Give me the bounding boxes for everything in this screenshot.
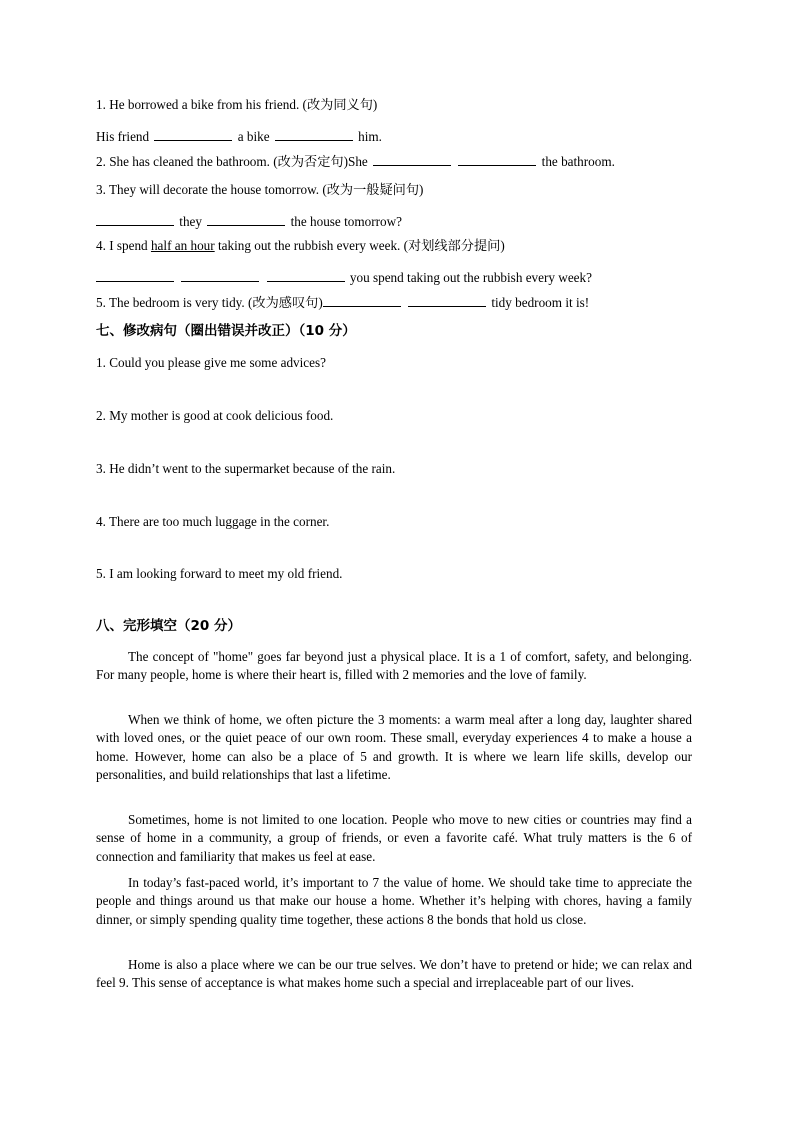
answer-blank[interactable] (96, 212, 174, 226)
q4-text-b: taking out the rubbish every week. (217, 238, 401, 253)
q2-instruction: (改为否定句) (273, 154, 348, 169)
rewrite-q5 (96, 293, 589, 312)
cloze-paragraph: Home is also a place where we can be our true selves. We don’t have to pretend or hide; we can relax and feel 9. This sense of acceptance is what makes home such a special and irreplaceable part of our lives. (96, 957, 692, 991)
answer-blank[interactable] (275, 127, 353, 141)
rewrite-q3 (96, 181, 423, 199)
rewrite-q1-answer (96, 127, 382, 146)
answer-blank[interactable] (373, 152, 451, 166)
q2-tail: the bathroom. (541, 154, 615, 169)
cloze-paragraph: In today’s fast-paced world, it’s important to 7 the value of home. We should take time to appreciate the people and things around us that make our house a home. Whether it’s helping with chores, having a family dinner, or simply spending quality time together, these actions 8 the bonds that hold us close. (96, 875, 692, 927)
q5-text: 5. The bedroom is very tidy. (96, 295, 245, 310)
q4-text-a: 4. I spend (96, 238, 148, 253)
q2-lead: She (347, 154, 368, 169)
cloze-paragraph: When we think of home, we often picture the 3 moments: a warm meal after a long day, laughter shared with loved ones, or the quiet peace of our own room. These small, everyday experiences 4 to make a house a home. However, home can also be a place of 5 and growth. It is where we learn life skills, develop our personalities, and build relationships that last a lifetime. (96, 712, 692, 783)
answer-blank[interactable] (267, 268, 345, 282)
error-correction-item: 4. There are too much luggage in the corner. (96, 514, 330, 529)
q4-answer-tail: you spend taking out the rubbish every week? (349, 270, 592, 285)
answer-blank[interactable] (154, 127, 232, 141)
q5-tail: tidy bedroom it is! (491, 295, 590, 310)
error-correction-item: 5. I am looking forward to meet my old friend. (96, 566, 343, 581)
section-7-heading: 七、修改病句（圈出错误并改正）（10 分） (96, 323, 356, 339)
q2-text: 2. She has cleaned the bathroom. (96, 154, 270, 169)
error-correction-item: 1. Could you please give me some advices? (96, 355, 326, 370)
q1-answer-part-b: a bike (237, 129, 270, 144)
q4-underlined-phrase: half an hour (150, 238, 215, 253)
q1-text: 1. He borrowed a bike from his friend. (96, 97, 300, 112)
cloze-paragraph: Sometimes, home is not limited to one location. People who move to new cities or countries may find a sense of home in a community, a group of friends, or even a favorite café. What truly matters is the 6 of connection and familiarity that makes us feel at ease. (96, 812, 692, 864)
rewrite-q4 (96, 237, 505, 255)
answer-blank[interactable] (96, 268, 174, 282)
q3-instruction: (改为一般疑问句) (322, 182, 424, 197)
rewrite-q4-answer (96, 268, 592, 287)
q3-answer-part-a: they (179, 214, 203, 229)
answer-blank[interactable] (323, 293, 401, 307)
error-correction-item: 3. He didn’t went to the supermarket because of the rain. (96, 461, 396, 476)
q4-instruction: (对划线部分提问) (403, 238, 505, 253)
answer-blank[interactable] (458, 152, 536, 166)
section-8-heading: 八、完形填空（20 分） (96, 618, 241, 634)
rewrite-q2 (96, 152, 615, 171)
answer-blank[interactable] (181, 268, 259, 282)
q5-instruction: (改为感叹句) (248, 295, 323, 310)
q1-answer-part-c: him. (358, 129, 382, 144)
rewrite-q1 (96, 96, 377, 114)
answer-blank[interactable] (408, 293, 486, 307)
q3-text: 3. They will decorate the house tomorrow. (96, 182, 320, 197)
cloze-paragraph: The concept of "home" goes far beyond just a physical place. It is a 1 of comfort, safety, and belonging. For many people, home is where their heart is, filled with 2 memories and the love of family. (96, 649, 692, 683)
rewrite-q3-answer (96, 212, 402, 231)
answer-blank[interactable] (207, 212, 285, 226)
error-correction-item: 2. My mother is good at cook delicious food. (96, 408, 334, 423)
q3-answer-part-b: the house tomorrow? (290, 214, 402, 229)
q1-answer-part-a: His friend (96, 129, 150, 144)
q1-instruction: (改为同义句) (302, 97, 378, 112)
